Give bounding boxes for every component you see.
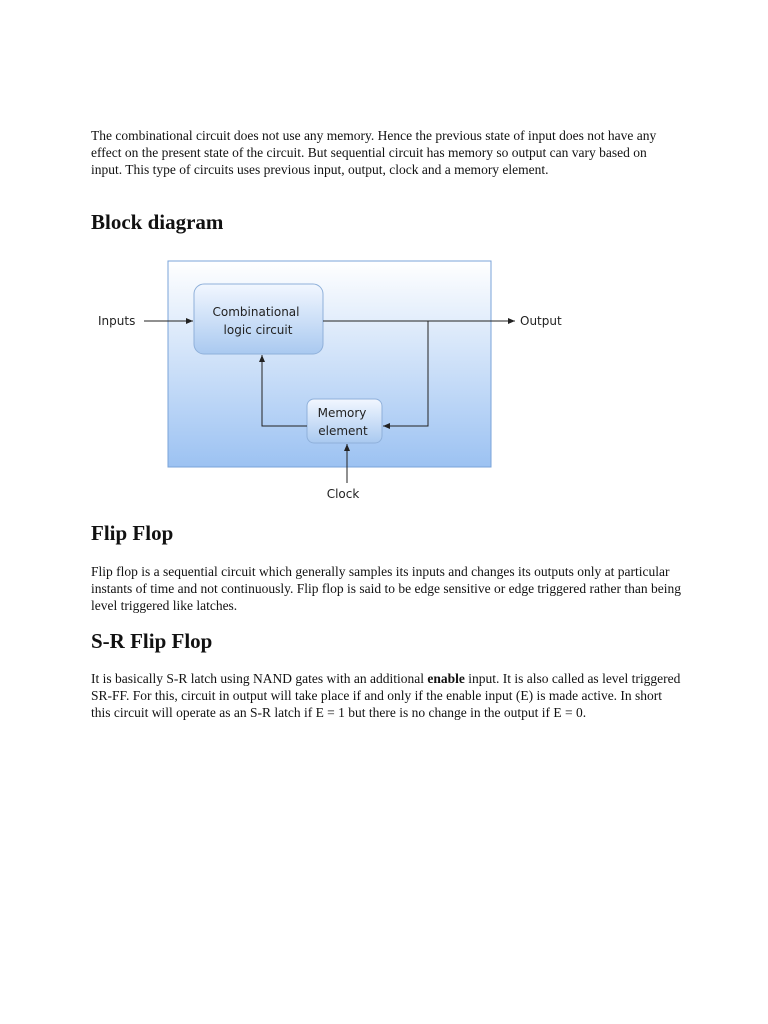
sr-text-after: input. It is also called as level triggered SR-FF. For this, circuit in output will take place if and only if the enable input (E) is made active. In short this circuit will operate as an S-R latch if E = 1 but there is no change in the output if E = 0. bbox=[91, 671, 681, 720]
sr-text-bold-enable: enable bbox=[427, 671, 465, 686]
block-diagram-heading: Block diagram bbox=[91, 210, 224, 234]
comb-label-line2: logic circuit bbox=[223, 323, 293, 337]
sr-text-before: It is basically S-R latch using NAND gates with an additional bbox=[91, 671, 428, 686]
flip-flop-heading: Flip Flop bbox=[91, 521, 174, 545]
combinational-logic-block bbox=[194, 284, 323, 354]
sequential-circuit-block-diagram bbox=[0, 250, 620, 510]
intro-paragraph: The combinational circuit does not use any memory. Hence the previous state of input does not have any effect on the present state of the circuit. But sequential circuit has memory so output can vary based on input. This type of circuits uses previous input, output, clock and a memory element. bbox=[91, 128, 657, 177]
sr-flip-flop-paragraph bbox=[91, 670, 681, 721]
sr-flip-flop-heading: S-R Flip Flop bbox=[91, 629, 213, 653]
inputs-label: Inputs bbox=[98, 314, 136, 328]
clock-label: Clock bbox=[326, 487, 360, 501]
memory-label-line2: element bbox=[318, 424, 368, 438]
output-label: Output bbox=[520, 314, 562, 328]
flip-flop-paragraph: Flip flop is a sequential circuit which generally samples its inputs and changes its outputs only at particular instants of time and not continuously. Flip flop is said to be edge sensitive or edge triggered rather than being level triggered like latches. bbox=[91, 564, 681, 613]
comb-label-line1: Combinational bbox=[212, 305, 300, 319]
memory-label-line1: Memory bbox=[317, 406, 367, 420]
